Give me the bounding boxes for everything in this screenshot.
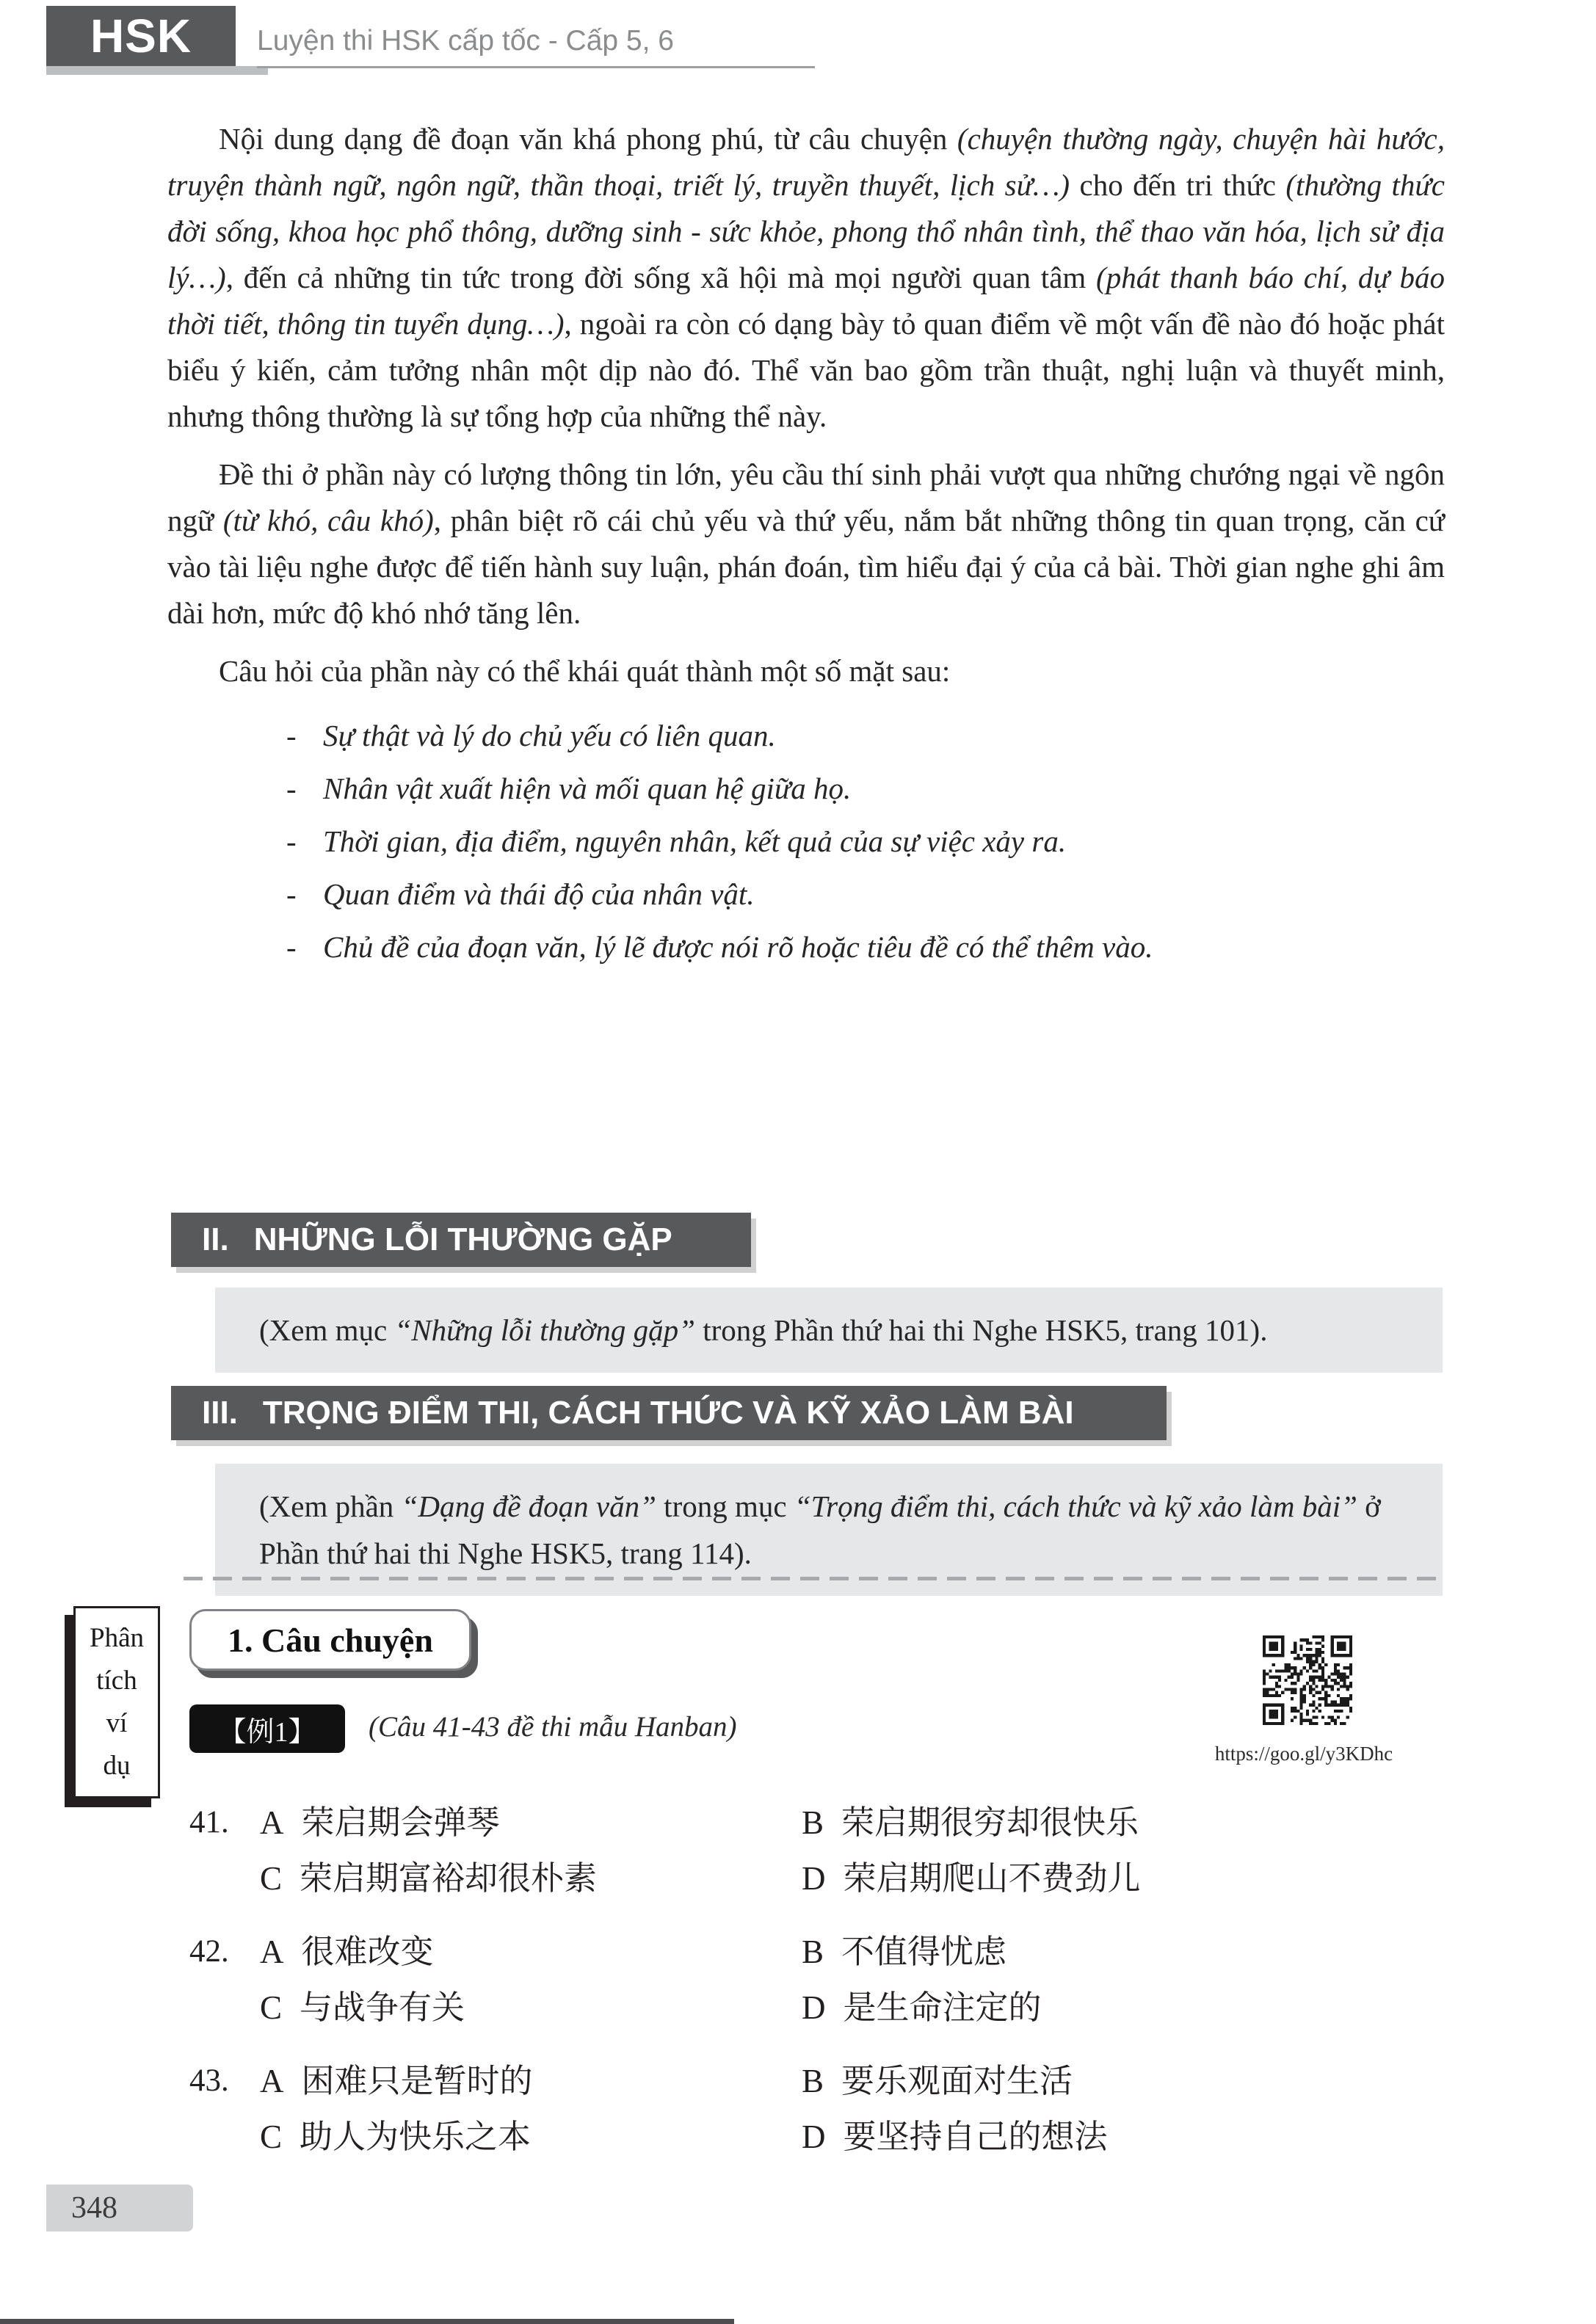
option-letter: B bbox=[802, 2063, 824, 2099]
page-number: 348 bbox=[46, 2185, 193, 2232]
text-run: Đề thi ở phần này có lượng thông tin lớn, yêu cầu thí sinh phải vượt qua những chướng ngại về ngôn ngữ bbox=[167, 457, 1445, 537]
option-b bbox=[802, 1924, 1445, 1980]
option-a bbox=[260, 1924, 802, 1980]
option-text: 荣启期会弹琴 bbox=[301, 1804, 500, 1841]
option-c bbox=[260, 1851, 802, 1906]
section-iii-note bbox=[215, 1464, 1443, 1596]
option-letter: A bbox=[260, 1804, 284, 1841]
text-run: trong Phần thứ hai thi Nghe HSK5, trang 101). bbox=[694, 1313, 1268, 1347]
option-c bbox=[260, 1980, 802, 2036]
option-letter: C bbox=[260, 1860, 283, 1897]
side-tab-line: dụ bbox=[103, 1751, 131, 1781]
text-run: , đến cả những tin tức trong đời sống xã hội mà mọi người quan tâm bbox=[225, 261, 1097, 294]
text-run-italic: (thường thức đời sống, khoa học phổ thông, dưỡng sinh - sức khỏe, phong thổ nhân tình, thể thao văn hóa, lịch sử địa lý…) bbox=[167, 168, 1445, 294]
text-run: (Xem mục bbox=[259, 1313, 395, 1347]
question-aspects-intro: Câu hỏi của phần này có thể khái quát thành một số mặt sau: bbox=[219, 654, 951, 688]
section-ii-header bbox=[171, 1213, 751, 1267]
dashed-divider bbox=[184, 1577, 1443, 1580]
question-number: 41. bbox=[189, 1805, 229, 1840]
text-run-italic: “Dạng đề đoạn văn” bbox=[401, 1489, 656, 1523]
option-letter: A bbox=[260, 2063, 284, 2099]
section-title: TRỌNG ĐIỂM THI, CÁCH THỨC VÀ KỸ XẢO LÀM BÀI bbox=[262, 1395, 1074, 1431]
option-text: 很难改变 bbox=[301, 1933, 434, 1970]
option-text: 与战争有关 bbox=[300, 1989, 465, 2026]
list-item-text: - Chủ đề của đoạn văn, lý lẽ được nói rõ hoặc tiêu đề có thể thêm vào. bbox=[323, 930, 1153, 964]
text-run-italic: (phát thanh báo chí, dự báo thời tiết, thông tin tuyển dụng…) bbox=[167, 261, 1445, 341]
text-run: , ngoài ra còn có dạng bày tỏ quan điểm về một vấn đề nào đó hoặc phát biểu ý kiến, cảm tưởng nhân một dịp nào đó. Thể văn bao gồm trần thuật, nghị luận và thuyết minh, nhưng thông thường là sự tổng hợp của những thể này. bbox=[167, 307, 1446, 433]
option-letter: B bbox=[802, 1804, 824, 1841]
option-text: 荣启期富裕却很朴素 bbox=[300, 1860, 598, 1897]
side-tab-line: Phân bbox=[90, 1623, 144, 1653]
option-text: 要坚持自己的想法 bbox=[843, 2118, 1108, 2155]
hsk-logo: HSK bbox=[46, 6, 236, 66]
sidebar-tab-phan-tich-vi-du bbox=[73, 1606, 160, 1798]
option-text: 要乐观面对生活 bbox=[841, 2063, 1073, 2099]
list-item-text: - Sự thật và lý do chủ yếu có liên quan. bbox=[323, 719, 776, 752]
list-item bbox=[286, 920, 1445, 973]
logo-underline-bar bbox=[46, 66, 268, 75]
option-a bbox=[260, 1795, 802, 1851]
list-item bbox=[286, 709, 1445, 762]
page-edge-shadow bbox=[0, 2319, 734, 2324]
option-text: 是生命注定的 bbox=[843, 1989, 1042, 2026]
question-number-spacer bbox=[189, 1851, 260, 1906]
text-run-italic: “Những lỗi thường gặp” bbox=[394, 1313, 695, 1347]
list-item bbox=[286, 868, 1445, 920]
list-item-text: - Quan điểm và thái độ của nhân vật. bbox=[323, 877, 755, 911]
text-run: Nội dung dạng đề đoạn văn khá phong phú, từ câu chuyện bbox=[219, 122, 957, 156]
option-letter: D bbox=[802, 1989, 826, 2026]
question-number: 42. bbox=[189, 1934, 229, 1969]
section-iii-header bbox=[171, 1386, 1167, 1440]
option-d bbox=[802, 1980, 1445, 2036]
section-number: III. bbox=[202, 1395, 238, 1431]
text-run-italic: (từ khó, câu khó) bbox=[222, 504, 434, 537]
example-1-note: (Câu 41-43 đề thi mẫu Hanban) bbox=[369, 1711, 737, 1743]
question-43 bbox=[189, 2053, 1445, 2165]
example-1-label: 【例1】 bbox=[189, 1704, 345, 1753]
question-41 bbox=[189, 1795, 1445, 1906]
option-letter: C bbox=[260, 2118, 283, 2155]
option-a bbox=[260, 2053, 802, 2109]
side-tab-line: tích bbox=[96, 1666, 137, 1696]
topic-box-cau-chuyen: 1. Câu chuyện bbox=[189, 1609, 471, 1671]
list-item bbox=[286, 762, 1445, 815]
question-list bbox=[189, 1795, 1445, 2182]
option-c bbox=[260, 2109, 802, 2165]
text-run: cho đến tri thức bbox=[1070, 168, 1286, 202]
question-aspects-list bbox=[286, 709, 1445, 973]
text-run: trong mục bbox=[656, 1489, 794, 1523]
text-run: (Xem phần bbox=[259, 1489, 402, 1523]
qr-code-icon bbox=[1263, 1635, 1352, 1725]
main-text-column bbox=[167, 116, 1445, 973]
option-letter: C bbox=[260, 1989, 283, 2026]
section-number: II. bbox=[202, 1221, 229, 1257]
option-letter: D bbox=[802, 1860, 826, 1897]
book-title: Luyện thi HSK cấp tốc - Cấp 5, 6 bbox=[257, 25, 674, 57]
question-42 bbox=[189, 1924, 1445, 2036]
option-text: 困难只是暂时的 bbox=[301, 2063, 533, 2099]
option-b bbox=[802, 2053, 1445, 2109]
question-number-spacer bbox=[189, 2109, 260, 2165]
option-b bbox=[802, 1795, 1445, 1851]
option-text: 荣启期爬山不费劲儿 bbox=[843, 1860, 1141, 1897]
intro-paragraph-2 bbox=[167, 451, 1445, 636]
side-tab-line: ví bbox=[106, 1708, 128, 1738]
option-text: 不值得忧虑 bbox=[841, 1933, 1007, 1970]
option-text: 荣启期很穷却很快乐 bbox=[841, 1804, 1139, 1841]
option-d bbox=[802, 2109, 1445, 2165]
qr-url-text: https://goo.gl/y3KDhc bbox=[1214, 1743, 1393, 1765]
section-title: NHỮNG LỖI THƯỜNG GẶP bbox=[253, 1221, 672, 1257]
text-run: , phân biệt rõ cái chủ yếu và thứ yếu, nắm bắt những thông tin quan trọng, căn cứ vào tài liệu nghe được để tiến hành suy luận, phán đoán, tìm hiểu đại ý của cả bài. Thời gian nghe ghi âm dài hơn, mức độ khó nhớ tăng lên. bbox=[167, 504, 1445, 630]
question-number: 43. bbox=[189, 2063, 229, 2098]
section-ii-note bbox=[215, 1288, 1443, 1373]
text-run-italic: “Trọng điểm thi, cách thức và kỹ xảo làm bài” bbox=[794, 1489, 1357, 1523]
option-letter: D bbox=[802, 2118, 826, 2155]
list-item-text: - Nhân vật xuất hiện và mối quan hệ giữa họ. bbox=[323, 771, 852, 805]
text-run: ở Phần thứ hai thi Nghe HSK5, trang 114). bbox=[259, 1489, 1381, 1570]
list-item bbox=[286, 815, 1445, 868]
option-text: 助人为快乐之本 bbox=[300, 2118, 532, 2155]
text-run-italic: (chuyện thường ngày, chuyện hài hước, truyện thành ngữ, ngôn ngữ, thần thoại, triết lý, truyền thuyết, lịch sử…) bbox=[167, 122, 1445, 202]
header-rule bbox=[257, 66, 815, 68]
intro-paragraph-1 bbox=[167, 116, 1445, 440]
option-d bbox=[802, 1851, 1445, 1906]
option-letter: B bbox=[802, 1933, 824, 1970]
question-number-spacer bbox=[189, 1980, 260, 2036]
option-letter: A bbox=[260, 1933, 284, 1970]
list-item-text: - Thời gian, địa điểm, nguyên nhân, kết quả của sự việc xảy ra. bbox=[323, 824, 1067, 858]
